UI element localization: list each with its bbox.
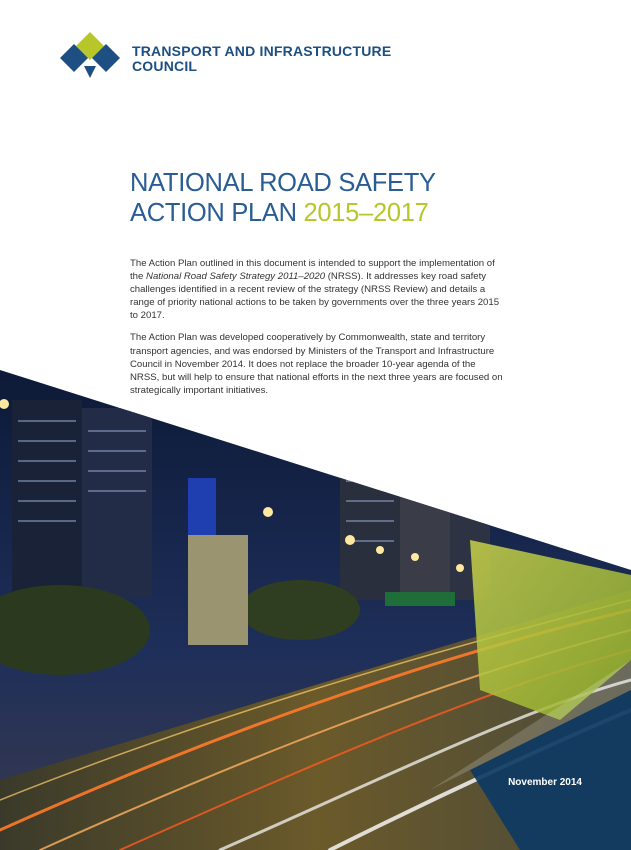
- document-title: [130, 168, 436, 228]
- publication-date: November 2014: [508, 777, 582, 788]
- title-action-plan: ACTION PLAN: [130, 199, 297, 227]
- strategy-name: National Road Safety Strategy 2011–2020: [146, 271, 326, 283]
- org-name-line-1: TRANSPORT AND INFRASTRUCTURE: [132, 43, 392, 59]
- title-line-2: [130, 198, 436, 228]
- road-sign: [385, 592, 455, 606]
- trees-middle: [240, 580, 360, 640]
- title-years: 2015–2017: [303, 199, 429, 227]
- intro-paragraph-1: [130, 257, 506, 322]
- industrial-plant: [188, 535, 248, 645]
- council-logo-icon: [58, 30, 122, 82]
- title-line-1: NATIONAL ROAD SAFETY: [130, 169, 436, 197]
- logo-triangle-bottom: [84, 66, 96, 78]
- organisation-name: [132, 44, 391, 74]
- org-name-line-2: COUNCIL: [132, 58, 198, 74]
- intro-paragraph-2: The Action Plan was developed cooperatively by Commonwealth, state and territory transport agencies, and was endorsed by Ministers of the Transport and Infrastructure Council in November 2014. It does not replace the broader 10-year agenda of the NRSS, but will help to ensure that national efforts in the next three years are focused on strategically important initiatives.: [130, 332, 503, 396]
- building-2: [82, 408, 152, 598]
- building-4: [400, 490, 450, 600]
- intro-p1-after: (NRSS). It addresses key road safety challenges identified in a recent review of the strategy (NRSS Review) and details a range of priority national actions to be taken by governments over the three years 2015 to 2017.: [130, 271, 500, 322]
- intro-p1-before: The Action Plan outlined in this document is intended to support the implementation of the: [130, 258, 495, 283]
